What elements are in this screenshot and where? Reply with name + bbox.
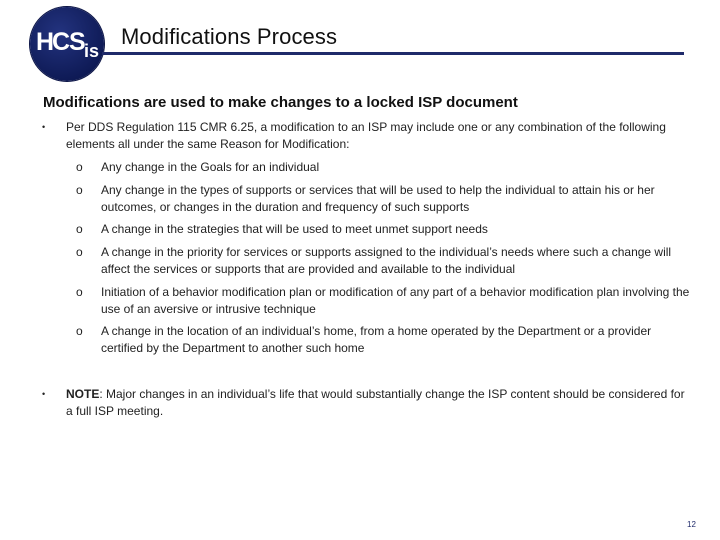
bullet-item-note <box>42 386 691 420</box>
sub-bullet-text: A change in the strategies that will be used to meet unmet support needs <box>101 222 488 236</box>
slide-title: Modifications Process <box>121 24 338 49</box>
sub-bullet-text: A change in the priority for services or supports assigned to the individual’s needs where such a change will affect the services or supports that are provided and available to the individual <box>101 245 672 276</box>
note-label: NOTE <box>66 387 100 401</box>
sub-bullet-text: Any change in the Goals for an individual <box>101 160 320 174</box>
sub-bullet-marker: o <box>76 183 83 197</box>
sub-bullet-marker: o <box>76 160 83 174</box>
sub-bullet-text: Any change in the types of supports or services that will be used to help the individual to attain his or her outcomes, or changes in the duration and frequency of such supports <box>101 183 655 214</box>
bullet-text: Per DDS Regulation 115 CMR 6.25, a modification to an ISP may include one or any combination of the following elements all under the same Reason for Modification: <box>66 120 666 151</box>
section-heading: Modifications are used to make changes to a locked ISP document <box>43 94 518 111</box>
hcsis-logo <box>30 7 104 81</box>
page-number: 12 <box>687 520 696 529</box>
sub-bullet-item <box>76 159 691 176</box>
svg-text:S: S <box>69 28 86 56</box>
svg-text:is: is <box>84 41 100 61</box>
note-text: : Major changes in an individual’s life that would substantially change the ISP content should be considered for a full ISP meeting. <box>66 387 685 418</box>
sub-bullet-item <box>76 284 691 318</box>
bullet-marker: • <box>42 122 46 132</box>
bullet-marker: • <box>42 389 46 399</box>
sub-bullet-item <box>76 323 691 357</box>
sub-bullet-text: Initiation of a behavior modification plan or modification of any part of a behavior modification plan involving the use of an aversive or intrusive technique <box>101 285 690 316</box>
sub-bullet-marker: o <box>76 324 83 338</box>
sub-bullet-text: A change in the location of an individual’s home, from a home operated by the Department or a provider certified by the Department to another such home <box>101 324 652 355</box>
sub-bullet-item <box>76 221 691 238</box>
title-underline <box>102 52 684 55</box>
bullet-item-regulation <box>42 119 686 153</box>
sub-bullet-marker: o <box>76 245 83 259</box>
hcsis-logo-mark <box>30 7 104 81</box>
sub-bullet-item <box>76 244 691 278</box>
sub-bullet-item <box>76 182 691 216</box>
svg-text:HC: HC <box>36 28 69 56</box>
sub-bullet-marker: o <box>76 222 83 236</box>
sub-bullet-marker: o <box>76 285 83 299</box>
